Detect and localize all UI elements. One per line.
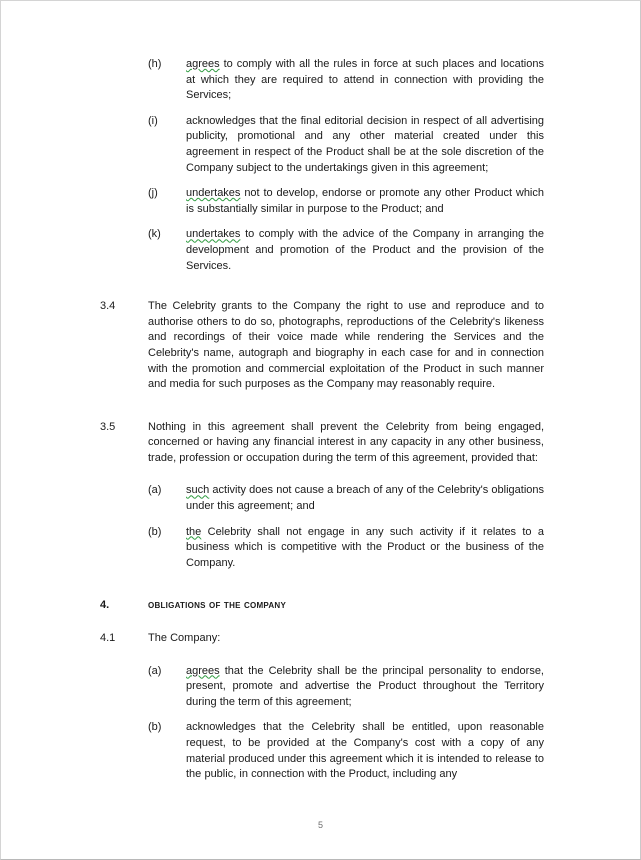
clause-marker: 3.4 (100, 300, 116, 313)
clause-text (186, 525, 544, 572)
clause-text (186, 227, 544, 274)
clause-marker: (a) (148, 664, 162, 677)
clause-marker: 4.1 (100, 632, 116, 645)
page-content (100, 57, 544, 783)
clause-marker: (b) (148, 525, 162, 538)
clause-3-5-b (100, 525, 544, 572)
clause-body-text: activity does not cause a breach of any of the Celebrity's obligations under this agreement; and (186, 484, 544, 513)
spacer (100, 466, 544, 483)
clause-body-text: The Celebrity grants to the Company the right to use and reproduce and to authorise others to do so, photographs, reproductions of the Celebrity's likeness and recordings of their voice made while rendering the Services and the Celebrity's name, autograph and biography in each case for and in connection with the promotion and commercial exploitation of the Product in such manner and media for such purposes as the Company may reasonably require. (148, 300, 544, 391)
clause-text (186, 664, 544, 711)
clause-3-3-i (100, 114, 544, 176)
clause-marker: (b) (148, 721, 162, 734)
spacer (100, 614, 544, 631)
section-number: 4. (100, 599, 110, 612)
clause-text (186, 720, 544, 782)
spacer (100, 217, 544, 227)
clause-marker: (k) (148, 228, 161, 241)
clause-body-text: Celebrity shall not engage in any such activity if it relates to a business which is competitive with the Product or the business of the Company. (186, 525, 544, 569)
misspelled-word: the (186, 525, 202, 538)
clause-body-text: The Company: (148, 632, 221, 645)
clause-text (186, 57, 544, 104)
page-number: 5 (317, 820, 323, 830)
clause-body-text: that the Celebrity shall be the principal personality to endorse, present, promote and advertise the Product throughout the Territory during the term of this agreement; (186, 664, 544, 708)
clause-text (148, 631, 544, 647)
clause-body-text: acknowledges that the Celebrity shall be entitled, upon reasonable request, to be provided at the Company's cost with a copy of any material produced under this agreement which it is intended to release to the public, in connection with the Product, including any (186, 721, 544, 781)
misspelled-word: undertakes (186, 187, 241, 200)
clause-3-4 (100, 299, 544, 393)
misspelled-word: agrees (186, 664, 220, 677)
clause-3-3-h (100, 57, 544, 104)
clause-3-3-j (100, 186, 544, 217)
clause-marker: (h) (148, 58, 162, 70)
clause-4-1-b (100, 720, 544, 782)
clause-body-text: Nothing in this agreement shall prevent the Celebrity from being engaged, concerned or having any financial interest in any capacity in any other business, trade, profession or occupation during the term of this agreement, provided that: (148, 420, 544, 464)
misspelled-word: undertakes (186, 228, 241, 241)
spacer (100, 515, 544, 525)
clause-text (186, 483, 544, 514)
spacer (100, 274, 544, 299)
clause-4-1-a (100, 664, 544, 711)
spacer (100, 104, 544, 114)
clause-text (148, 299, 544, 393)
spacer (100, 710, 544, 720)
clause-3-5-a (100, 483, 544, 514)
clause-marker: 3.5 (100, 420, 116, 433)
misspelled-word: agrees (186, 58, 220, 70)
clause-body-text: to comply with all the rules in force at such places and locations at which they are required to attend in connection with providing the Services; (186, 58, 544, 102)
clause-3-5 (100, 420, 544, 467)
clause-3-3-k (100, 227, 544, 274)
clause-marker: (i) (148, 114, 158, 127)
clause-text (186, 186, 544, 217)
spacer (100, 647, 544, 664)
clause-4-1 (100, 631, 544, 647)
section-heading-4 (100, 598, 544, 614)
spacer (100, 571, 544, 598)
clause-text (148, 420, 544, 467)
spacer (100, 176, 544, 186)
spacer (100, 393, 544, 420)
clause-body-text: not to develop, endorse or promote any other Product which is substantially similar in purpose to the Product; and (186, 187, 544, 215)
clause-marker: (j) (148, 187, 158, 200)
clause-text (186, 114, 544, 176)
clause-marker: (a) (148, 484, 162, 497)
section-title: obligations of the company (148, 599, 287, 612)
clause-body-text: to comply with the advice of the Company in arranging the development and promotion of the Product and the provision of the Services. (186, 228, 544, 272)
misspelled-word: such (186, 484, 210, 497)
clause-body-text: acknowledges that the final editorial decision in respect of all advertising publicity, promotional and any other material created under this agreement in respect of the Product shall be at the sole discretion of the Company subject to the undertakings given in this agreement; (186, 114, 544, 174)
